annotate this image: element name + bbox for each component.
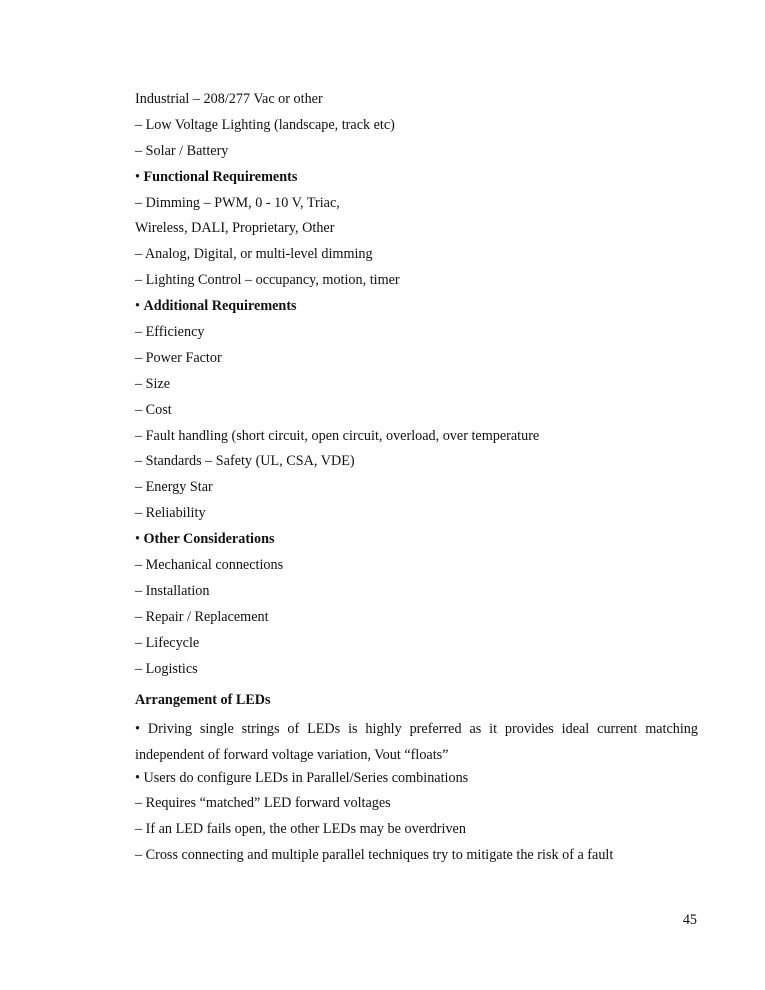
list-item: – Fault handling (short circuit, open circuit, overload, over temperature [135,427,540,444]
section-title: Additional Requirements [143,298,297,315]
list-item: – Power Factor [135,349,222,366]
list-item: – Energy Star [135,479,213,496]
section-heading-additional [135,296,698,316]
list-item: – Repair / Replacement [135,608,269,625]
intro-line: – Low Voltage Lighting (landscape, track etc) [135,116,395,133]
list-item: – Size [135,375,171,392]
list-item: – Lighting Control – occupancy, motion, timer [135,272,400,289]
bullet: • [135,168,144,185]
section-heading-functional [135,167,698,187]
page-number: 45 [682,912,697,928]
intro-line: – Solar / Battery [135,142,229,159]
list-item: – Mechanical connections [135,557,284,574]
list-item: – Reliability [135,505,206,522]
list-item: – Standards – Safety (UL, CSA, VDE) [135,453,355,470]
intro-line: Industrial – 208/277 Vac or other [135,91,323,107]
arrangement-paragraph: • Driving single strings of LEDs is highly preferred as it provides ideal current matching independent of forward voltage variation, Vout “floats” [135,720,698,763]
list-item: – Analog, Digital, or multi-level dimming [135,246,373,263]
arrangement-line: – If an LED fails open, the other LEDs may be overdriven [135,821,466,838]
list-item: – Installation [135,582,210,599]
arrangement-line: – Cross connecting and multiple parallel techniques try to mitigate the risk of a fault [135,847,614,864]
section-title: Functional Requirements [143,168,298,185]
list-item: – Lifecycle [135,634,200,651]
list-item: – Logistics [135,660,198,677]
list-item: Wireless, DALI, Proprietary, Other [135,220,335,237]
list-item: – Cost [135,401,172,418]
arrangement-line: – Requires “matched” LED forward voltages [135,795,391,812]
section-title: Other Considerations [143,531,275,548]
page-content [135,89,698,871]
list-item: – Dimming – PWM, 0 - 10 V, Triac, [135,194,340,211]
arrangement-heading: Arrangement of LEDs [135,691,271,708]
bullet: • [135,298,144,315]
bullet: • [135,531,144,548]
arrangement-line: • Users do configure LEDs in Parallel/Series combinations [135,769,469,786]
list-item: – Efficiency [135,324,205,341]
section-heading-other [135,529,698,549]
